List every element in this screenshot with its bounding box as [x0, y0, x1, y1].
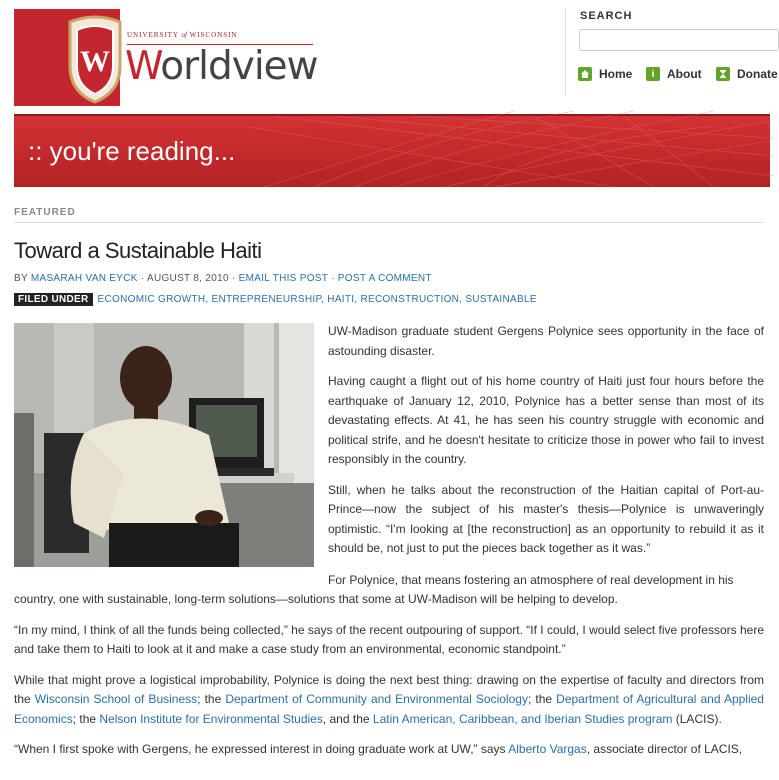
- text: “When I first spoke with Gergens, he expressed interest in doing graduate work at UW,” says: [14, 742, 506, 756]
- text: While that might prove a logistical improbability, Polynice is doing the next best thing: drawing on the expertise of faculty and directors from the: [14, 672, 764, 706]
- text: , and the: [322, 711, 370, 726]
- text: , associate director of LACIS,: [586, 742, 743, 756]
- section-divider: [14, 222, 764, 223]
- post-comment-link[interactable]: POST A COMMENT: [337, 273, 432, 284]
- filed-under-label: FILED UNDER: [14, 293, 93, 306]
- donate-icon: [716, 67, 730, 81]
- link-alberto-vargas[interactable]: Alberto Vargas: [508, 742, 587, 756]
- article-title[interactable]: Toward a Sustainable Haiti: [14, 238, 262, 263]
- paragraph: [14, 740, 764, 760]
- paragraph: Still, when he talks about the reconstruction of the Haitian capital of Port-au-Prince—now the subject of his master's thesis—Polynice is unwaveringly optimistic. “I'm looking at [the reconstruction] as an opportunity to rebuild it as it should be, not just to put the pieces back together as it was.”: [328, 482, 764, 555]
- nav-about[interactable]: [646, 67, 702, 81]
- link-nelson-institute[interactable]: Nelson Institute for Environmental Studies: [99, 711, 323, 726]
- article-body-intro: [328, 322, 764, 570]
- article-meta: [14, 273, 432, 284]
- site-logo[interactable]: [14, 9, 564, 106]
- paragraph: “In my mind, I think of all the funds being collected,” he says of the recent outpouring of support. “If I could, I would select five professors here and take them to Haiti to look at it and make a case study from an environmental, economic standpoint.”: [14, 622, 764, 656]
- nav-home-label: Home: [599, 67, 633, 81]
- nav-donate[interactable]: [716, 67, 778, 81]
- filed-under: [14, 294, 537, 305]
- nav-donate-label: Donate: [737, 67, 778, 81]
- section-label: FEATURED: [14, 207, 76, 218]
- paragraph: UW-Madison graduate student Gergens Polynice sees opportunity in the face of astounding disaster.: [328, 324, 764, 358]
- link-lacis[interactable]: Latin American, Caribbean, and Iberian Studies program: [372, 711, 673, 726]
- paragraph-fragment: For Polynice, that means fostering an atmosphere of real development in his: [328, 573, 734, 587]
- logo-university-text: UNIVERSITY of WISCONSIN: [127, 31, 238, 39]
- paragraph: country, one with sustainable, long-term solutions—solutions that some at UW-Madison will be helping to develop.: [14, 592, 618, 606]
- home-icon: [578, 67, 592, 81]
- tag-links[interactable]: ECONOMIC GROWTH, ENTREPRENEURSHIP, HAITI, RECONSTRUCTION, SUSTAINABLE: [97, 294, 537, 305]
- article-body-full: [14, 590, 764, 771]
- logo-wordmark: Worldview: [125, 44, 318, 89]
- search-label: SEARCH: [580, 10, 633, 22]
- article-photo: [14, 323, 314, 567]
- link-business-school[interactable]: Wisconsin School of Business: [34, 692, 198, 706]
- meta-separator: ·: [331, 273, 335, 284]
- text: ; the: [197, 692, 222, 706]
- nav-home[interactable]: [578, 67, 632, 81]
- email-post-link[interactable]: EMAIL THIS POST: [238, 273, 328, 284]
- page-banner: [14, 114, 770, 185]
- text: ; the: [72, 711, 97, 726]
- svg-text:W: W: [80, 45, 110, 78]
- uw-crest-icon: [66, 14, 124, 106]
- banner-title: :: you're reading...: [28, 136, 236, 166]
- nav-about-label: About: [667, 67, 702, 81]
- search-input[interactable]: [579, 29, 779, 51]
- header-divider: [565, 8, 566, 96]
- paragraph: [14, 671, 764, 730]
- text: (LACIS).: [675, 711, 722, 726]
- article-date: · AUGUST 8, 2010 ·: [140, 273, 236, 284]
- info-icon: i: [646, 67, 660, 81]
- author-link[interactable]: MASARAH VAN EYCK: [30, 273, 138, 284]
- paragraph: Having caught a flight out of his home country of Haiti just four hours before the earthquake of January 12, 2010, Polynice has a better sense than most of its devastating effects. At 41, he has seen his country struggle with economic and political strife, and he doesn't hesitate to criticize those in power who fail to invest responsibly in the country.: [328, 374, 764, 466]
- link-community-sociology[interactable]: Department of Community and Environmental Sociology: [225, 692, 528, 706]
- link-agricultural-economics[interactable]: Department of Agricultural and Applied Economics: [14, 692, 764, 726]
- meta-by: BY: [14, 273, 28, 284]
- text: ; the: [527, 692, 553, 706]
